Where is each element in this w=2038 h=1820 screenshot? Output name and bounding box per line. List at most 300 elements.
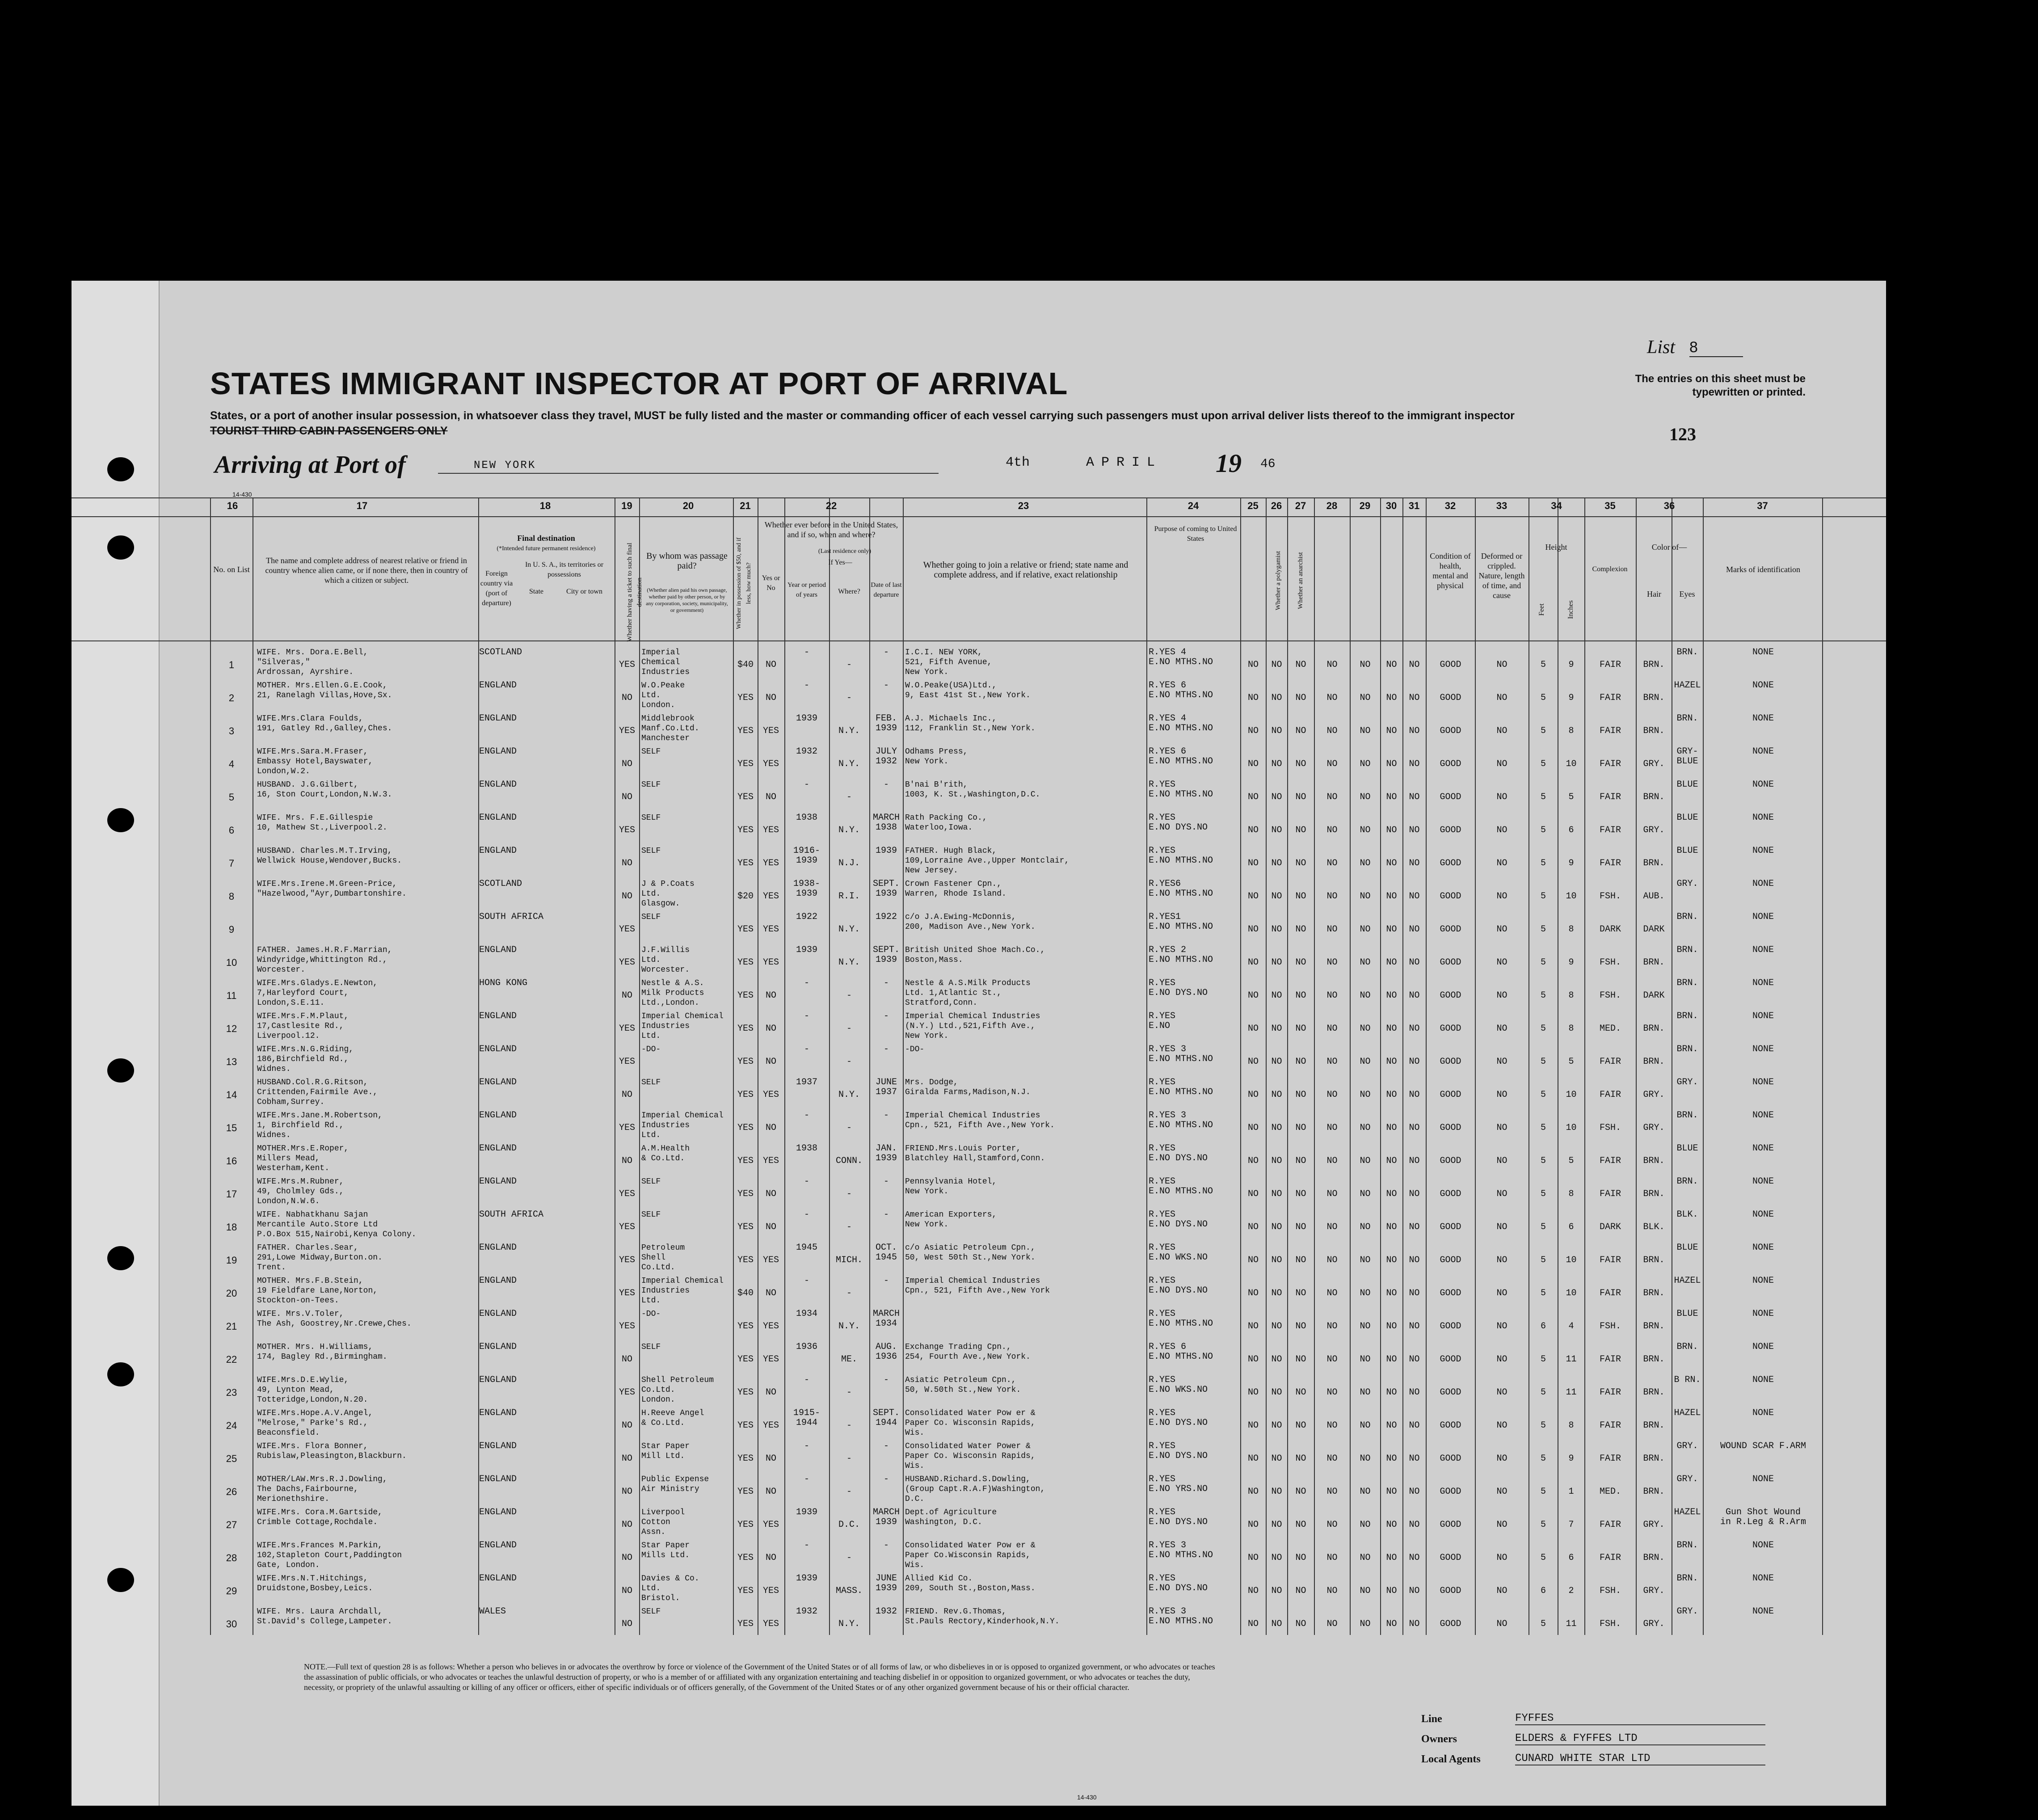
money-value: YES [737, 1222, 754, 1232]
ticket-value: NO [621, 1520, 632, 1530]
passage-paid-by: SELF [641, 1177, 661, 1186]
destination-country: SOUTH AFRICA [479, 1209, 544, 1220]
anarchist-value: NO [1295, 1057, 1306, 1067]
before-years: 1915- 1944 [793, 1408, 820, 1428]
money-value: YES [737, 1024, 754, 1034]
eyes-value: BLUE [1676, 1143, 1698, 1154]
col29-value: NO [1360, 825, 1371, 835]
table-row [72, 1009, 1886, 1042]
height-inches: 9 [1568, 858, 1574, 868]
height-inches: 8 [1568, 726, 1574, 736]
relative-address: FATHER. Charles.Sear, 291,Lowe Midway,Burton.on. Trent. [257, 1243, 383, 1272]
destination-country: ENGLAND [479, 1408, 517, 1418]
marks-value: NONE [1752, 1143, 1774, 1154]
before-where: MASS. [835, 1586, 863, 1596]
eyes-value: HAZEL [1674, 1507, 1701, 1517]
col30-value: NO [1386, 1024, 1397, 1034]
row-number: 3 [228, 725, 235, 737]
before-years: 1939 [796, 1507, 817, 1517]
before-where: MICH. [835, 1255, 863, 1265]
joining-person: Consolidated Water Power & Paper Co. Wisconsin Rapids, Wis. [905, 1442, 1036, 1470]
relative-address: WIFE.Mrs.M.Rubner, 49, Cholmley Gds., London,N.W.6. [257, 1177, 344, 1206]
complexion-value: FSH. [1599, 990, 1621, 1001]
last-departure: MARCH 1938 [872, 813, 900, 833]
col25-value: NO [1247, 693, 1259, 703]
height-feet: 5 [1540, 891, 1546, 902]
money-value: YES [737, 858, 754, 868]
row-number: 26 [226, 1486, 237, 1497]
col29-value: NO [1360, 1222, 1371, 1232]
purpose-value: R.YES E.NO DYS.NO [1149, 1441, 1208, 1461]
complexion-value: FAIR [1599, 1453, 1621, 1464]
last-departure: - [883, 1209, 889, 1220]
list-label: List [1647, 337, 1676, 358]
money-value: YES [737, 1354, 754, 1365]
passage-paid-by: Liverpool Cotton Assn. [641, 1508, 685, 1537]
ticket-value: YES [619, 1321, 635, 1331]
relative-address: MOTHER. Mrs.F.B.Stein, 19 Fieldfare Lane,Norton, Stockton-on-Tees. [257, 1277, 378, 1305]
eyes-value: B RN. [1674, 1375, 1701, 1385]
col30-value: NO [1386, 957, 1397, 968]
col30-value: NO [1386, 1189, 1397, 1199]
instructions: States, or a port of another insular possession, in whatsoever class they travel, MUST be fully listed and the master or commanding officer of each vessel carrying such passengers must upon arrival deliver lists thereof to the immigrant inspector [210, 409, 1515, 422]
last-departure: - [883, 680, 889, 691]
height-feet: 5 [1540, 1123, 1546, 1133]
ticket-value: NO [621, 1619, 632, 1629]
polygamist-value: NO [1271, 1057, 1282, 1067]
col30-value: NO [1386, 1553, 1397, 1563]
height-feet: 5 [1540, 693, 1546, 703]
passage-paid-by: Nestle & A.S. Milk Products Ltd.,London. [641, 979, 704, 1007]
height-inches: 9 [1568, 693, 1574, 703]
col28-value: NO [1326, 660, 1338, 670]
col30-value: NO [1386, 693, 1397, 703]
passage-paid-by: SELF [641, 1078, 661, 1087]
col28-value: NO [1326, 693, 1338, 703]
hair-value: GRY. [1643, 1123, 1665, 1133]
col-header-relative: The name and complete address of nearest relative or friend in country whence alien came, or if none there, then in country of which a citizen or subject. [265, 556, 468, 585]
col-number: 26 [1271, 500, 1282, 511]
complexion-value: FAIR [1599, 1189, 1621, 1199]
before-where: N.Y. [838, 825, 860, 835]
col28-value: NO [1326, 990, 1338, 1001]
col-header-in-usa: In U. S. A., its territories or possessions [525, 561, 604, 578]
height-inches: 1 [1568, 1487, 1574, 1497]
before-years: - [804, 1441, 809, 1451]
col-number: 24 [1187, 500, 1199, 511]
hair-value: BRN. [1643, 1156, 1665, 1166]
col-header-before-us: Whether ever before in the United States, and if so, when and where? [764, 520, 898, 539]
height-inches: 8 [1568, 1189, 1574, 1199]
ticket-value: YES [619, 1024, 635, 1034]
height-feet: 5 [1540, 825, 1546, 835]
ticket-value: NO [621, 759, 632, 769]
height-feet: 5 [1540, 726, 1546, 736]
table-row [72, 1174, 1886, 1207]
before-us-value: YES [762, 924, 779, 935]
money-value: YES [737, 1520, 754, 1530]
money-value: YES [737, 957, 754, 968]
table-rule [72, 640, 1886, 641]
marks-value: NONE [1752, 1077, 1774, 1087]
destination-country: ENGLAND [479, 1176, 517, 1187]
row-number: 7 [228, 858, 235, 869]
col-header-passage-note: (Whether alien paid his own passage, whether paid by other person, or by any corporation, society, municipality, or government) [646, 587, 728, 613]
col30-value: NO [1386, 1520, 1397, 1530]
passage-paid-by: Shell Petroleum Co.Ltd. London. [641, 1376, 714, 1404]
ticket-value: NO [621, 1354, 632, 1365]
relative-address: WIFE.Mrs. Cora.M.Gartside, Crimble Cottage,Rochdale. [257, 1508, 383, 1527]
joining-person: W.O.Peake(USA)Ltd., 9, East 41st St.,New York. [905, 681, 1031, 700]
polygamist-value: NO [1271, 1487, 1282, 1497]
col28-value: NO [1326, 1024, 1338, 1034]
height-inches: 10 [1566, 891, 1577, 902]
col30-value: NO [1386, 990, 1397, 1001]
hair-value: BRN. [1643, 1387, 1665, 1398]
marks-value: NONE [1752, 1408, 1774, 1418]
before-where: N.Y. [838, 726, 860, 736]
before-years: 1939 [796, 713, 817, 724]
hair-value: BRN. [1643, 1453, 1665, 1464]
last-departure: - [883, 1276, 889, 1286]
last-departure: MARCH 1939 [872, 1507, 900, 1527]
col31-value: NO [1409, 1453, 1420, 1464]
purpose-value: R.YES E.NO DYS.NO [1149, 1408, 1208, 1428]
col25-value: NO [1247, 1453, 1259, 1464]
last-departure: MARCH 1934 [872, 1309, 900, 1329]
col25-value: NO [1247, 957, 1259, 968]
table-row [72, 1538, 1886, 1571]
eyes-value: BLUE [1676, 1243, 1698, 1253]
deformed-value: NO [1496, 1453, 1507, 1464]
passage-paid-by: Middlebrook Manf.Co.Ltd. Manchester [641, 714, 699, 743]
polygamist-value: NO [1271, 759, 1282, 769]
col29-value: NO [1360, 1520, 1371, 1530]
anarchist-value: NO [1295, 792, 1306, 802]
ticket-value: YES [619, 1255, 635, 1265]
row-number: 22 [226, 1354, 237, 1365]
col30-value: NO [1386, 1420, 1397, 1431]
anarchist-value: NO [1295, 1255, 1306, 1265]
purpose-value: R.YES 6 E.NO MTHS.NO [1149, 746, 1213, 767]
before-where: ME. [841, 1354, 857, 1365]
eyes-value: BRN. [1676, 912, 1698, 922]
passage-paid-by: Star Paper Mill Ltd. [641, 1442, 690, 1461]
col29-value: NO [1360, 1619, 1371, 1629]
col28-value: NO [1326, 1619, 1338, 1629]
col25-value: NO [1247, 1288, 1259, 1298]
last-departure: - [883, 779, 889, 790]
money-value: YES [737, 1123, 754, 1133]
anarchist-value: NO [1295, 1586, 1306, 1596]
ticket-value: NO [621, 1156, 632, 1166]
ticket-value: YES [619, 1387, 635, 1398]
col-header-joining: Whether going to join a relative or friend; state name and complete address, and if relative, exact relationship [923, 560, 1128, 580]
eyes-value: HAZEL [1674, 680, 1701, 691]
col29-value: NO [1360, 1090, 1371, 1100]
height-feet: 5 [1540, 1520, 1546, 1530]
form-code: 14-430 [232, 491, 252, 498]
anarchist-value: NO [1295, 1387, 1306, 1398]
health-value: GOOD [1440, 957, 1461, 968]
deformed-value: NO [1496, 660, 1507, 670]
marks-value: NONE [1752, 647, 1774, 657]
money-value: YES [737, 1487, 754, 1497]
col30-value: NO [1386, 1288, 1397, 1298]
col-header-anarchist: Whether an anarchist [1297, 552, 1304, 609]
height-inches: 10 [1566, 1090, 1577, 1100]
eyes-value: BLUE [1676, 779, 1698, 790]
before-us-value: NO [765, 1288, 776, 1298]
hair-value: GRY. [1643, 1090, 1665, 1100]
col28-value: NO [1326, 1354, 1338, 1365]
height-inches: 8 [1568, 924, 1574, 935]
marks-value: NONE [1752, 1209, 1774, 1220]
anarchist-value: NO [1295, 924, 1306, 935]
deformed-value: NO [1496, 1255, 1507, 1265]
relative-address: FATHER. James.H.R.F.Marrian, Windyridge,Whittington Rd., Worcester. [257, 946, 392, 974]
marks-value: NONE [1752, 1276, 1774, 1286]
destination-country: ENGLAND [479, 1309, 517, 1319]
money-value: YES [737, 825, 754, 835]
marks-value: WOUND SCAR F.ARM [1720, 1441, 1806, 1451]
height-feet: 5 [1540, 1553, 1546, 1563]
before-us-value: NO [765, 1553, 776, 1563]
polygamist-value: NO [1271, 1387, 1282, 1398]
col28-value: NO [1326, 726, 1338, 736]
anarchist-value: NO [1295, 825, 1306, 835]
height-inches: 10 [1566, 1288, 1577, 1298]
relative-address: WIFE.Mrs.D.E.Wylie, 49, Lynton Mead, Totteridge,London,N.20. [257, 1376, 368, 1404]
before-years: 1939 [796, 945, 817, 955]
passage-paid-by: -DO- [641, 1310, 661, 1319]
col-header-condition: Condition of health, mental and physical [1430, 552, 1471, 590]
polygamist-value: NO [1271, 792, 1282, 802]
complexion-value: FAIR [1599, 660, 1621, 670]
list-number: 8 [1689, 339, 1743, 357]
joining-person: Imperial Chemical Industries Cpn., 521, Fifth Ave.,New York [905, 1277, 1050, 1295]
hair-value: BRN. [1643, 792, 1665, 802]
col31-value: NO [1409, 825, 1420, 835]
passage-paid-by: Imperial Chemical Industries Ltd. [641, 1277, 724, 1305]
before-us-value: YES [762, 891, 779, 902]
purpose-value: R.YES 3 E.NO MTHS.NO [1149, 1044, 1213, 1064]
table-row [72, 1273, 1886, 1306]
height-feet: 5 [1540, 1288, 1546, 1298]
relative-address: MOTHER. Mrs.Ellen.G.E.Cook, 21, Ranelagh Villas,Hove,Sx. [257, 681, 392, 700]
before-where: - [846, 1057, 852, 1067]
col30-value: NO [1386, 1487, 1397, 1497]
before-years: - [804, 1209, 809, 1220]
relative-address: MOTHER. Mrs. H.Williams, 174, Bagley Rd.,Birmingham. [257, 1343, 387, 1361]
height-inches: 11 [1566, 1387, 1577, 1398]
agents-label: Local Agents [1421, 1753, 1481, 1765]
destination-country: ENGLAND [479, 1441, 517, 1451]
health-value: GOOD [1440, 1553, 1461, 1563]
money-value: YES [737, 1090, 754, 1100]
height-feet: 5 [1540, 759, 1546, 769]
before-where: - [846, 1387, 852, 1398]
joining-person: Exchange Trading Cpn., 254, Fourth Ave.,New York. [905, 1343, 1031, 1361]
last-departure: 1932 [875, 1606, 897, 1617]
purpose-value: R.YES 2 E.NO MTHS.NO [1149, 945, 1213, 965]
anarchist-value: NO [1295, 1123, 1306, 1133]
passage-paid-by: SELF [641, 747, 661, 756]
table-row [72, 1505, 1886, 1538]
last-departure: - [883, 1011, 889, 1021]
before-us-value: YES [762, 1520, 779, 1530]
table-row [72, 843, 1886, 876]
health-value: GOOD [1440, 1387, 1461, 1398]
before-us-value: YES [762, 825, 779, 835]
table-row [72, 1240, 1886, 1273]
last-departure: - [883, 647, 889, 657]
hair-value: BRN. [1643, 1553, 1665, 1563]
before-years: - [804, 1540, 809, 1550]
deformed-value: NO [1496, 1387, 1507, 1398]
health-value: GOOD [1440, 792, 1461, 802]
destination-country: ENGLAND [479, 1143, 517, 1154]
table-row [72, 777, 1886, 810]
joining-person: Imperial Chemical Industries (N.Y.) Ltd.,521,Fifth Ave., New York. [905, 1012, 1040, 1041]
deformed-value: NO [1496, 1619, 1507, 1629]
money-value: YES [737, 990, 754, 1001]
last-departure: JAN. 1939 [875, 1143, 897, 1163]
purpose-value: R.YES E.NO WKS.NO [1149, 1243, 1208, 1263]
deformed-value: NO [1496, 1156, 1507, 1166]
before-where: N.Y. [838, 1090, 860, 1100]
complexion-value: FSH. [1599, 1321, 1621, 1331]
height-feet: 5 [1540, 1487, 1546, 1497]
health-value: GOOD [1440, 858, 1461, 868]
passage-paid-by: -DO- [641, 1045, 661, 1054]
col25-value: NO [1247, 1520, 1259, 1530]
health-value: GOOD [1440, 726, 1461, 736]
polygamist-value: NO [1271, 693, 1282, 703]
col28-value: NO [1326, 858, 1338, 868]
passage-paid-by: J & P.Coats Ltd. Glasgow. [641, 880, 695, 908]
ticket-value: NO [621, 990, 632, 1001]
col31-value: NO [1409, 1090, 1420, 1100]
before-years: 1922 [796, 912, 817, 922]
col31-value: NO [1409, 1520, 1420, 1530]
before-years: 1916- 1939 [793, 846, 820, 866]
marks-value: NONE [1752, 1309, 1774, 1319]
complexion-value: FAIR [1599, 792, 1621, 802]
passage-paid-by: SELF [641, 1210, 661, 1219]
passage-paid-by: SELF [641, 1343, 661, 1352]
ticket-value: YES [619, 1288, 635, 1298]
col28-value: NO [1326, 1189, 1338, 1199]
row-number: 9 [228, 924, 235, 935]
eyes-value: BRN. [1676, 713, 1698, 724]
hair-value: GRY. [1643, 1520, 1665, 1530]
col25-value: NO [1247, 1090, 1259, 1100]
purpose-value: R.YES E.NO MTHS.NO [1149, 846, 1213, 866]
ticket-value: NO [621, 1553, 632, 1563]
ticket-value: YES [619, 1189, 635, 1199]
health-value: GOOD [1440, 1090, 1461, 1100]
height-inches: 5 [1568, 1057, 1574, 1067]
last-departure: SEPT. 1939 [872, 945, 900, 965]
polygamist-value: NO [1271, 1553, 1282, 1563]
marks-value: NONE [1752, 1110, 1774, 1121]
col25-value: NO [1247, 759, 1259, 769]
owners-value: ELDERS & FYFFES LTD [1515, 1732, 1765, 1745]
eyes-value: HAZEL [1674, 1408, 1701, 1418]
passage-paid-by: Public Expense Air Ministry [641, 1475, 709, 1494]
before-where: - [846, 1453, 852, 1464]
purpose-value: R.YES 3 E.NO MTHS.NO [1149, 1606, 1213, 1626]
destination-country: SOUTH AFRICA [479, 912, 544, 922]
col25-value: NO [1247, 1255, 1259, 1265]
col-number: 31 [1408, 500, 1420, 511]
col29-value: NO [1360, 1354, 1371, 1365]
polygamist-value: NO [1271, 726, 1282, 736]
row-number: 13 [226, 1056, 237, 1067]
agents-value: CUNARD WHITE STAR LTD [1515, 1753, 1765, 1765]
relative-address: WIFE.Mrs.Sara.M.Fraser, Embassy Hotel,Bayswater, London,W.2. [257, 747, 373, 776]
before-where: - [846, 1288, 852, 1298]
purpose-value: R.YES E.NO DYS.NO [1149, 1507, 1208, 1527]
deformed-value: NO [1496, 759, 1507, 769]
deformed-value: NO [1496, 1520, 1507, 1530]
purpose-value: R.YES 4 E.NO MTHS.NO [1149, 713, 1213, 733]
complexion-value: FSH. [1599, 1123, 1621, 1133]
money-value: YES [737, 792, 754, 802]
relative-address: WIFE. Mrs. F.E.Gillespie 10, Mathew St.,Liverpool.2. [257, 813, 387, 832]
last-departure: - [883, 1176, 889, 1187]
col30-value: NO [1386, 1255, 1397, 1265]
before-where: - [846, 693, 852, 703]
money-value: $20 [737, 891, 754, 902]
col30-value: NO [1386, 825, 1397, 835]
table-row [72, 1306, 1886, 1340]
col-header-residence-note: (*Intended future permanent residence) [497, 545, 596, 552]
eyes-value: BRN. [1676, 1110, 1698, 1121]
complexion-value: FSH. [1599, 891, 1621, 902]
before-where: - [846, 1024, 852, 1034]
hair-value: DARK [1643, 990, 1665, 1001]
health-value: GOOD [1440, 1024, 1461, 1034]
relative-address: WIFE.Mrs.Hope.A.V.Angel, "Melrose," Parke's Rd., Beaconsfield. [257, 1409, 373, 1437]
polygamist-value: NO [1271, 990, 1282, 1001]
table-row [72, 1571, 1886, 1604]
eyes-value: GRY. [1676, 1474, 1698, 1484]
complexion-value: FAIR [1599, 1288, 1621, 1298]
col28-value: NO [1326, 1090, 1338, 1100]
before-us-value: YES [762, 1321, 779, 1331]
col-header-inches: Inches [1567, 600, 1575, 619]
polygamist-value: NO [1271, 957, 1282, 968]
col28-value: NO [1326, 924, 1338, 935]
money-value: YES [737, 1255, 754, 1265]
table-row [72, 744, 1886, 777]
deformed-value: NO [1496, 726, 1507, 736]
row-number: 2 [228, 692, 235, 704]
row-number: 16 [226, 1155, 237, 1167]
col31-value: NO [1409, 1024, 1420, 1034]
before-us-value: YES [762, 1420, 779, 1431]
height-inches: 5 [1568, 1156, 1574, 1166]
passage-paid-by: SELF [641, 813, 661, 822]
deformed-value: NO [1496, 1354, 1507, 1365]
col31-value: NO [1409, 1288, 1420, 1298]
col31-value: NO [1409, 1255, 1420, 1265]
joining-person: Asiatic Petroleum Cpn., 50, W.50th St.,New York. [905, 1376, 1021, 1394]
before-years: - [804, 1011, 809, 1021]
polygamist-value: NO [1271, 1222, 1282, 1232]
